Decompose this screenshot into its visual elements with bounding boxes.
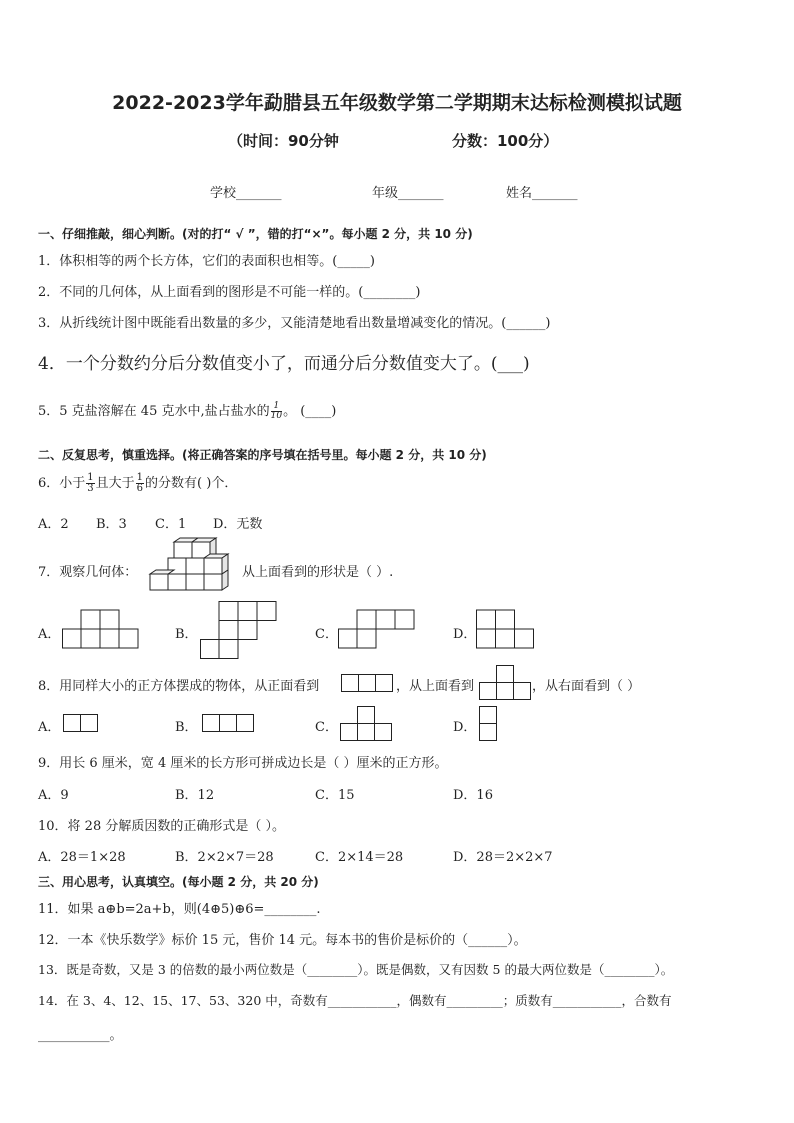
- question-14-line2: ___________。: [38, 1028, 123, 1043]
- q7-option-a: A．: [38, 627, 61, 642]
- question-3: 3．从折线统计图中既能看出数量的多少，又能清楚地看出数量增减变化的情况。(______): [38, 316, 551, 331]
- q7-option-a-figure: [62, 609, 140, 649]
- q6-option-a: A．2: [38, 517, 69, 532]
- q6-option-b: B．3: [96, 517, 127, 532]
- q7-option-d: D．: [453, 627, 477, 642]
- q8-option-c-figure: [340, 706, 394, 742]
- question-11: 11．如果 a⊕b=2a+b，则(4⊕5)⊕6=________.: [38, 902, 321, 917]
- question-6: 6．小于 $\frac{1}{3}$ 且大于 $\frac{1}{6}$ 的分数有( )个．: [38, 472, 238, 494]
- section2-heading: 二、反复思考，慎重选择。(将正确答案的序号填在括号里。每小题 2 分，共 10 分): [38, 448, 487, 462]
- q6-option-c: C．1: [155, 517, 187, 532]
- exam-time: （时间：90分钟: [228, 132, 339, 150]
- fraction-1-3: $\frac{1}{3}$: [87, 472, 94, 494]
- q10-option-c: C．2×14＝28: [315, 850, 404, 865]
- fraction-1-10: $\frac{1}{10}$: [270, 401, 283, 421]
- question-14-line1: 14．在 3、4、12、15、17、53、320 中，奇数有___________，偶数有_________；质数有___________，合数有: [38, 993, 672, 1008]
- question-5-blank: 。 (____): [283, 404, 337, 419]
- q8-option-d-figure: [479, 706, 498, 742]
- name-field: 姓名_______: [506, 186, 578, 201]
- q8-option-b: B．: [175, 720, 198, 735]
- section3-heading: 三、用心思考，认真填空。(每小题 2 分，共 20 分): [38, 875, 319, 889]
- question-2: 2．不同的几何体，从上面看到的图形是不可能一样的。(________): [38, 285, 421, 300]
- q9-option-d: D．16: [453, 788, 493, 803]
- q10-option-d: D．28＝2×2×7: [453, 850, 553, 865]
- q9-option-b: B．12: [175, 788, 215, 803]
- q8-option-a-figure: [63, 714, 101, 733]
- q8-option-d: D．: [453, 720, 477, 735]
- grade-field: 年级_______: [372, 186, 444, 201]
- question-10: 10．将 28 分解质因数的正确形式是（ ）。: [38, 819, 285, 834]
- q10-option-a: A．28＝1×28: [38, 850, 126, 865]
- question-12: 12．一本《快乐数学》标价 15 元，售价 14 元。每本书的售价是标价的（______）。: [38, 933, 527, 948]
- q7-option-c-figure: [338, 609, 416, 649]
- q7-option-b-figure: [200, 601, 278, 659]
- fraction-1-6: $\frac{1}{6}$: [136, 472, 144, 494]
- q8-front-view: [341, 674, 395, 692]
- question-7-post: 从上面看到的形状是（ ）.: [242, 565, 394, 580]
- q8-option-a: A．: [38, 720, 61, 735]
- question-5: [38, 400, 336, 421]
- q8-top-view: [479, 665, 533, 701]
- question-9: 9．用长 6 厘米，宽 4 厘米的长方形可拼成边长是（ ）厘米的正方形。: [38, 756, 448, 771]
- question-4: 4．一个分数约分后分数值变小了，而通分后分数值变大了。(___): [38, 354, 530, 374]
- q8-option-c: C．: [315, 720, 338, 735]
- question-7-pre: 7．观察几何体：: [38, 565, 138, 580]
- question-13: 13．既是奇数，又是 3 的倍数的最小两位数是（________）。既是偶数，又有因数 5 的最大两位数是（________）。: [38, 962, 674, 977]
- question-5-text: 5．5 克盐溶解在 45 克水中,盐占盐水的: [38, 404, 270, 419]
- question-8-b: ，从上面看到: [396, 679, 475, 694]
- q7-option-c: C．: [315, 627, 338, 642]
- q7-option-b: B．: [175, 627, 198, 642]
- exam-title: 2022-2023学年勐腊县五年级数学第二学期期末达标检测模拟试题: [112, 92, 682, 114]
- question-1: 1．体积相等的两个长方体，它们的表面积也相等。(_____): [38, 254, 375, 269]
- exam-score: 分数：100分）: [452, 132, 559, 150]
- question-8-a: 8．用同样大小的正方体摆成的物体，从正面看到: [38, 679, 320, 694]
- section1-heading: 一、仔细推敲，细心判断。(对的打“ √ ”，错的打“×”。每小题 2 分，共 10 分): [38, 227, 473, 241]
- question-8-c: ，从右面看到（ ）: [532, 679, 641, 694]
- q6-option-d: D．无数: [213, 517, 263, 532]
- q7-solid-figure: [146, 538, 238, 593]
- q10-option-b: B．2×2×7＝28: [175, 850, 274, 865]
- school-field: 学校_______: [210, 186, 282, 201]
- q9-option-a: A．9: [38, 788, 69, 803]
- q7-option-d-figure: [476, 609, 536, 649]
- q9-option-c: C．15: [315, 788, 355, 803]
- q8-option-b-figure: [202, 714, 256, 733]
